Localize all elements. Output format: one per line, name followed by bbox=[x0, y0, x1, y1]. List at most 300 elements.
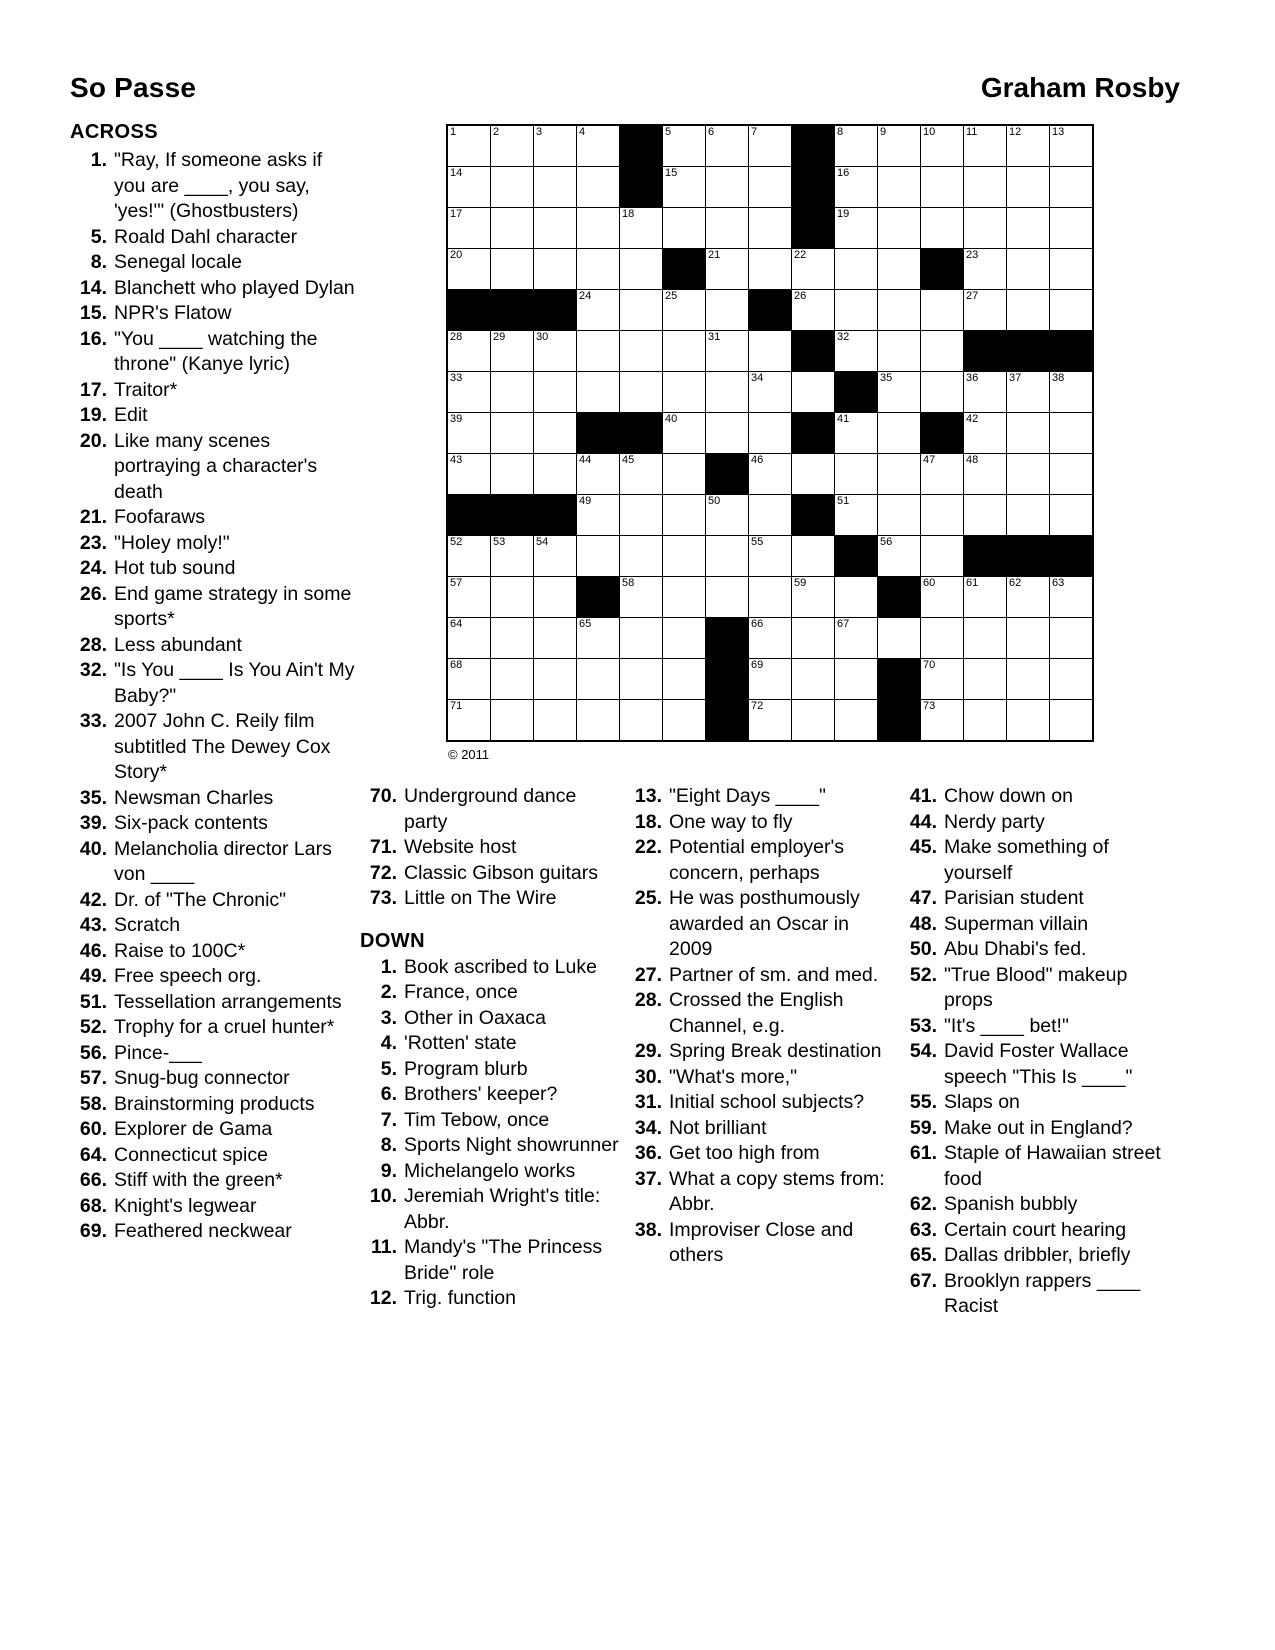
clue-item bbox=[900, 886, 1180, 912]
grid-cell-number: 10 bbox=[923, 126, 936, 138]
grid-cell[interactable] bbox=[706, 290, 749, 331]
grid-cell[interactable] bbox=[835, 413, 878, 454]
clue-text: Not brilliant bbox=[669, 1116, 767, 1139]
grid-cell-number: 30 bbox=[536, 331, 549, 343]
grid-cell[interactable] bbox=[663, 208, 706, 249]
grid-cell-block bbox=[878, 577, 921, 618]
grid-cell[interactable] bbox=[534, 167, 577, 208]
grid-cell[interactable] bbox=[663, 413, 706, 454]
grid-cell[interactable] bbox=[921, 167, 964, 208]
grid-cell-number: 71 bbox=[450, 700, 463, 712]
grid-cell[interactable] bbox=[447, 577, 491, 618]
grid-cell[interactable] bbox=[749, 125, 792, 167]
clue-item bbox=[360, 980, 625, 1006]
grid-cell[interactable] bbox=[792, 618, 835, 659]
grid-cell[interactable] bbox=[835, 495, 878, 536]
grid-cell-block bbox=[706, 700, 749, 742]
grid-cell[interactable] bbox=[577, 167, 620, 208]
grid-cell[interactable] bbox=[663, 167, 706, 208]
grid-cell[interactable] bbox=[706, 249, 749, 290]
grid-cell[interactable] bbox=[447, 536, 491, 577]
grid-cell[interactable] bbox=[447, 167, 491, 208]
clue-text: Brothers' keeper? bbox=[404, 1083, 558, 1105]
grid-cell[interactable] bbox=[1007, 208, 1050, 249]
grid-cell[interactable] bbox=[878, 536, 921, 577]
clue-number: 57. bbox=[79, 1067, 107, 1089]
clue-number: 51. bbox=[79, 990, 107, 1013]
grid-cell[interactable] bbox=[792, 536, 835, 577]
grid-cell[interactable] bbox=[1007, 454, 1050, 495]
grid-cell[interactable] bbox=[491, 577, 534, 618]
grid-cell[interactable] bbox=[1050, 249, 1094, 290]
grid-cell[interactable] bbox=[491, 167, 534, 208]
grid-cell[interactable] bbox=[1050, 208, 1094, 249]
grid-cell[interactable] bbox=[878, 413, 921, 454]
grid-cell[interactable] bbox=[749, 700, 792, 742]
grid-cell[interactable] bbox=[1007, 618, 1050, 659]
grid-cell[interactable] bbox=[964, 413, 1007, 454]
grid-cell[interactable] bbox=[491, 125, 534, 167]
grid-cell[interactable] bbox=[749, 208, 792, 249]
grid-cell[interactable] bbox=[835, 454, 878, 495]
clue-item bbox=[900, 963, 1180, 1014]
clue-item bbox=[625, 1116, 890, 1142]
grid-cell-block bbox=[835, 372, 878, 413]
grid-cell[interactable] bbox=[620, 659, 663, 700]
grid-cell[interactable] bbox=[447, 618, 491, 659]
grid-cell[interactable] bbox=[447, 372, 491, 413]
grid-cell[interactable] bbox=[577, 454, 620, 495]
grid-cell[interactable] bbox=[835, 331, 878, 372]
grid-cell[interactable] bbox=[663, 495, 706, 536]
grid-cell[interactable] bbox=[534, 125, 577, 167]
grid-cell[interactable] bbox=[447, 208, 491, 249]
grid-cell[interactable] bbox=[749, 495, 792, 536]
grid-cell[interactable] bbox=[878, 167, 921, 208]
grid-cell-number: 25 bbox=[665, 290, 678, 302]
clue-number: 5. bbox=[380, 1057, 397, 1080]
crossword-grid[interactable] bbox=[446, 124, 1094, 742]
grid-cell[interactable] bbox=[835, 659, 878, 700]
clue-number: 53. bbox=[909, 1014, 937, 1037]
grid-cell[interactable] bbox=[792, 372, 835, 413]
across-heading: ACROSS bbox=[70, 121, 158, 143]
grid-cell[interactable] bbox=[706, 331, 749, 372]
clue-number: 5. bbox=[90, 225, 107, 248]
clue-item bbox=[70, 225, 358, 251]
grid-cell[interactable] bbox=[491, 454, 534, 495]
grid-cell[interactable] bbox=[706, 577, 749, 618]
clue-text: 2007 John C. Reily film subtitled The Dewey Cox Story* bbox=[114, 710, 331, 783]
grid-row bbox=[447, 372, 1093, 413]
grid-cell[interactable] bbox=[534, 577, 577, 618]
grid-cell[interactable] bbox=[749, 577, 792, 618]
grid-cell-number: 8 bbox=[837, 126, 844, 138]
grid-cell[interactable] bbox=[620, 454, 663, 495]
clue-item bbox=[360, 784, 625, 835]
grid-cell[interactable] bbox=[620, 536, 663, 577]
grid-cell[interactable] bbox=[921, 577, 964, 618]
grid-cell[interactable] bbox=[749, 413, 792, 454]
grid-cell[interactable] bbox=[964, 454, 1007, 495]
grid-cell[interactable] bbox=[491, 372, 534, 413]
grid-cell[interactable] bbox=[835, 577, 878, 618]
grid-cell[interactable] bbox=[534, 249, 577, 290]
grid-cell[interactable] bbox=[577, 659, 620, 700]
grid-cell[interactable] bbox=[1007, 125, 1050, 167]
grid-cell[interactable] bbox=[706, 167, 749, 208]
grid-cell[interactable] bbox=[491, 331, 534, 372]
grid-cell[interactable] bbox=[1007, 167, 1050, 208]
grid-cell[interactable] bbox=[878, 331, 921, 372]
grid-cell-number: 61 bbox=[966, 577, 979, 589]
grid-cell[interactable] bbox=[577, 331, 620, 372]
grid-cell[interactable] bbox=[491, 700, 534, 742]
grid-cell[interactable] bbox=[1050, 290, 1094, 331]
clue-item bbox=[900, 1090, 1180, 1116]
clue-text: Senegal locale bbox=[114, 251, 242, 273]
clue-column-2 bbox=[360, 784, 625, 1312]
grid-cell[interactable] bbox=[706, 495, 749, 536]
grid-cell[interactable] bbox=[921, 208, 964, 249]
clue-text: Connecticut spice bbox=[114, 1143, 268, 1166]
grid-cell[interactable] bbox=[577, 290, 620, 331]
grid-cell[interactable] bbox=[534, 618, 577, 659]
grid-cell[interactable] bbox=[749, 618, 792, 659]
grid-cell[interactable] bbox=[878, 454, 921, 495]
clue-text: Foofaraws bbox=[114, 506, 206, 528]
clue-number: 50. bbox=[909, 938, 937, 960]
clue-number: 46. bbox=[79, 939, 107, 962]
clue-text: Little on The Wire bbox=[404, 887, 557, 909]
clue-number: 21. bbox=[79, 506, 107, 528]
grid-cell-number: 53 bbox=[493, 536, 506, 548]
grid-cell[interactable] bbox=[1007, 290, 1050, 331]
grid-cell[interactable] bbox=[835, 290, 878, 331]
grid-cell[interactable] bbox=[878, 495, 921, 536]
grid-cell[interactable] bbox=[921, 331, 964, 372]
grid-cell-number: 44 bbox=[579, 454, 592, 466]
clue-text: Six-pack contents bbox=[114, 812, 268, 834]
clue-item bbox=[70, 276, 358, 302]
clue-text: Classic Gibson guitars bbox=[404, 861, 598, 884]
clue-number: 18. bbox=[634, 810, 662, 833]
grid-cell[interactable] bbox=[921, 125, 964, 167]
grid-cell[interactable] bbox=[491, 249, 534, 290]
clue-item bbox=[625, 1065, 890, 1091]
grid-cell[interactable] bbox=[1050, 454, 1094, 495]
clue-number: 68. bbox=[79, 1194, 107, 1217]
grid-cell-number: 35 bbox=[880, 372, 893, 384]
clue-number: 40. bbox=[79, 837, 107, 860]
grid-cell[interactable] bbox=[706, 536, 749, 577]
grid-cell-number: 63 bbox=[1052, 577, 1065, 589]
clue-text: Spanish bubbly bbox=[944, 1193, 1078, 1215]
grid-cell[interactable] bbox=[964, 577, 1007, 618]
grid-cell-number: 31 bbox=[708, 331, 721, 343]
grid-cell[interactable] bbox=[620, 249, 663, 290]
grid-cell[interactable] bbox=[577, 125, 620, 167]
clue-item bbox=[360, 1159, 625, 1185]
grid-cell[interactable] bbox=[663, 536, 706, 577]
grid-cell[interactable] bbox=[792, 290, 835, 331]
grid-cell[interactable] bbox=[491, 536, 534, 577]
grid-cell[interactable] bbox=[878, 208, 921, 249]
grid-cell[interactable] bbox=[663, 372, 706, 413]
grid-cell[interactable] bbox=[835, 208, 878, 249]
grid-cell[interactable] bbox=[1007, 577, 1050, 618]
grid-cell[interactable] bbox=[964, 208, 1007, 249]
clue-item bbox=[70, 633, 358, 659]
grid-cell[interactable] bbox=[749, 331, 792, 372]
clue-item bbox=[70, 403, 358, 429]
clue-number: 43. bbox=[79, 914, 107, 936]
grid-cell-block bbox=[792, 125, 835, 167]
grid-cell[interactable] bbox=[964, 700, 1007, 742]
grid-cell[interactable] bbox=[534, 454, 577, 495]
grid-cell[interactable] bbox=[964, 618, 1007, 659]
grid-cell[interactable] bbox=[620, 618, 663, 659]
grid-cell[interactable] bbox=[491, 618, 534, 659]
grid-cell[interactable] bbox=[792, 454, 835, 495]
grid-cell[interactable] bbox=[620, 700, 663, 742]
grid-cell[interactable] bbox=[534, 536, 577, 577]
grid-cell[interactable] bbox=[921, 700, 964, 742]
grid-cell[interactable] bbox=[921, 659, 964, 700]
clue-number: 7. bbox=[380, 1108, 397, 1131]
grid-cell[interactable] bbox=[663, 125, 706, 167]
clue-item bbox=[360, 1082, 625, 1108]
grid-cell[interactable] bbox=[620, 331, 663, 372]
grid-cell[interactable] bbox=[921, 495, 964, 536]
grid-cell[interactable] bbox=[964, 249, 1007, 290]
grid-cell-block bbox=[577, 413, 620, 454]
clue-text: "True Blood" makeup props bbox=[944, 963, 1128, 1011]
grid-cell-number: 28 bbox=[450, 331, 463, 343]
clue-number: 17. bbox=[79, 378, 107, 401]
grid-cell[interactable] bbox=[1050, 577, 1094, 618]
grid-cell-block bbox=[491, 290, 534, 331]
grid-cell-number: 47 bbox=[923, 454, 936, 466]
grid-cell[interactable] bbox=[921, 290, 964, 331]
grid-cell[interactable] bbox=[964, 167, 1007, 208]
grid-cell[interactable] bbox=[1007, 495, 1050, 536]
clue-text: Potential employer's concern, perhaps bbox=[669, 836, 844, 884]
grid-cell[interactable] bbox=[964, 372, 1007, 413]
grid-cell[interactable] bbox=[534, 413, 577, 454]
grid-cell-number: 37 bbox=[1009, 372, 1022, 384]
grid-cell[interactable] bbox=[964, 495, 1007, 536]
clue-text: Make something of yourself bbox=[944, 836, 1109, 884]
grid-cell[interactable] bbox=[663, 659, 706, 700]
clue-number: 11. bbox=[370, 1236, 397, 1258]
grid-row bbox=[447, 290, 1093, 331]
grid-cell[interactable] bbox=[706, 125, 749, 167]
clue-text: "You ____ watching the throne" (Kanye lyric) bbox=[114, 327, 318, 375]
grid-cell[interactable] bbox=[663, 700, 706, 742]
grid-cell[interactable] bbox=[447, 413, 491, 454]
grid-cell[interactable] bbox=[534, 700, 577, 742]
clue-item bbox=[70, 378, 358, 404]
clue-text: Trophy for a cruel hunter* bbox=[114, 1016, 335, 1038]
clue-number: 73. bbox=[369, 887, 397, 909]
grid-cell-block bbox=[792, 495, 835, 536]
grid-cell[interactable] bbox=[663, 454, 706, 495]
grid-cell[interactable] bbox=[1050, 495, 1094, 536]
grid-cell[interactable] bbox=[1050, 125, 1094, 167]
grid-cell[interactable] bbox=[706, 208, 749, 249]
grid-cell[interactable] bbox=[620, 290, 663, 331]
grid-cell[interactable] bbox=[835, 125, 878, 167]
grid-cell[interactable] bbox=[706, 413, 749, 454]
clue-text: Improviser Close and others bbox=[669, 1218, 854, 1266]
clue-number: 33. bbox=[79, 710, 107, 732]
grid-cell[interactable] bbox=[1050, 659, 1094, 700]
copyright-text: © 2011 bbox=[448, 747, 490, 762]
grid-cell[interactable] bbox=[878, 372, 921, 413]
clue-item bbox=[360, 1031, 625, 1057]
clue-text: "What's more," bbox=[669, 1065, 798, 1088]
grid-cell[interactable] bbox=[447, 659, 491, 700]
grid-cell[interactable] bbox=[792, 577, 835, 618]
grid-cell[interactable] bbox=[921, 372, 964, 413]
grid-cell[interactable] bbox=[749, 167, 792, 208]
clue-number: 38. bbox=[634, 1218, 662, 1241]
clue-number: 6. bbox=[380, 1083, 397, 1105]
grid-cell[interactable] bbox=[491, 208, 534, 249]
grid-cell[interactable] bbox=[620, 372, 663, 413]
grid-cell[interactable] bbox=[878, 618, 921, 659]
grid-cell[interactable] bbox=[1007, 700, 1050, 742]
grid-cell[interactable] bbox=[663, 331, 706, 372]
clue-number: 28. bbox=[79, 633, 107, 656]
grid-cell[interactable] bbox=[1007, 249, 1050, 290]
grid-cell[interactable] bbox=[491, 659, 534, 700]
grid-cell[interactable] bbox=[964, 659, 1007, 700]
grid-cell[interactable] bbox=[577, 249, 620, 290]
clue-number: 45. bbox=[909, 836, 937, 858]
grid-cell[interactable] bbox=[534, 331, 577, 372]
grid-cell[interactable] bbox=[577, 700, 620, 742]
grid-cell[interactable] bbox=[878, 125, 921, 167]
clue-number: 22. bbox=[634, 836, 662, 858]
grid-cell[interactable] bbox=[1050, 618, 1094, 659]
clue-number: 48. bbox=[909, 912, 937, 935]
clue-text: Like many scenes portraying a character's death bbox=[114, 429, 318, 503]
grid-cell[interactable] bbox=[577, 208, 620, 249]
grid-cell[interactable] bbox=[534, 208, 577, 249]
grid-cell[interactable] bbox=[964, 125, 1007, 167]
grid-cell[interactable] bbox=[921, 454, 964, 495]
clue-text: Mandy's "The Princess Bride" role bbox=[404, 1236, 603, 1284]
grid-cell[interactable] bbox=[447, 700, 491, 742]
clue-number: 67. bbox=[909, 1269, 937, 1292]
clue-text: "Holey moly!" bbox=[114, 531, 230, 554]
grid-cell[interactable] bbox=[534, 659, 577, 700]
grid-cell[interactable] bbox=[835, 167, 878, 208]
grid-cell[interactable] bbox=[447, 125, 491, 167]
grid-cell[interactable] bbox=[577, 495, 620, 536]
grid-cell[interactable] bbox=[447, 249, 491, 290]
grid-cell[interactable] bbox=[577, 536, 620, 577]
clue-number: 63. bbox=[909, 1218, 937, 1241]
grid-cell[interactable] bbox=[663, 577, 706, 618]
grid-cell[interactable] bbox=[620, 577, 663, 618]
grid-cell[interactable] bbox=[749, 372, 792, 413]
clue-text: Roald Dahl character bbox=[114, 225, 298, 248]
clue-number: 41. bbox=[909, 785, 937, 807]
grid-cell[interactable] bbox=[835, 249, 878, 290]
grid-row bbox=[447, 536, 1093, 577]
grid-cell[interactable] bbox=[491, 413, 534, 454]
grid-cell[interactable] bbox=[749, 249, 792, 290]
grid-cell-block bbox=[706, 618, 749, 659]
grid-cell[interactable] bbox=[878, 249, 921, 290]
clue-text: 'Rotten' state bbox=[404, 1032, 517, 1054]
clue-number: 1. bbox=[380, 955, 397, 978]
grid-cell[interactable] bbox=[534, 372, 577, 413]
grid-cell[interactable] bbox=[1007, 413, 1050, 454]
grid-cell[interactable] bbox=[1050, 372, 1094, 413]
grid-cell[interactable] bbox=[835, 700, 878, 742]
grid-cell[interactable] bbox=[663, 290, 706, 331]
grid-cell[interactable] bbox=[792, 659, 835, 700]
grid-cell[interactable] bbox=[620, 495, 663, 536]
grid-cell[interactable] bbox=[1007, 659, 1050, 700]
clue-number: 26. bbox=[79, 582, 107, 605]
clue-number: 13. bbox=[634, 785, 662, 807]
grid-cell[interactable] bbox=[663, 618, 706, 659]
clue-item bbox=[900, 1141, 1180, 1192]
grid-table[interactable] bbox=[446, 124, 1094, 742]
clue-item bbox=[70, 658, 358, 709]
grid-cell[interactable] bbox=[749, 536, 792, 577]
grid-cell[interactable] bbox=[878, 290, 921, 331]
clue-text: "It's ____ bet!" bbox=[944, 1014, 1069, 1037]
grid-cell[interactable] bbox=[1007, 372, 1050, 413]
grid-cell-number: 49 bbox=[579, 495, 592, 507]
grid-cell[interactable] bbox=[792, 249, 835, 290]
down-clue-list-col4 bbox=[900, 784, 1180, 1320]
clue-item bbox=[900, 1039, 1180, 1090]
grid-cell[interactable] bbox=[921, 536, 964, 577]
grid-cell[interactable] bbox=[447, 331, 491, 372]
clue-text: Newsman Charles bbox=[114, 786, 274, 809]
grid-cell-number: 29 bbox=[493, 331, 506, 343]
clue-item bbox=[900, 810, 1180, 836]
clue-text: Trig. function bbox=[404, 1287, 516, 1309]
grid-cell[interactable] bbox=[835, 618, 878, 659]
grid-cell[interactable] bbox=[792, 700, 835, 742]
grid-cell[interactable] bbox=[1050, 700, 1094, 742]
grid-cell[interactable] bbox=[921, 618, 964, 659]
grid-cell[interactable] bbox=[749, 454, 792, 495]
clue-number: 52. bbox=[909, 963, 937, 986]
grid-cell[interactable] bbox=[706, 372, 749, 413]
clue-text: Jeremiah Wright's title: Abbr. bbox=[404, 1185, 601, 1233]
grid-cell[interactable] bbox=[577, 618, 620, 659]
down-heading: DOWN bbox=[360, 929, 425, 952]
grid-cell[interactable] bbox=[620, 208, 663, 249]
grid-cell[interactable] bbox=[1050, 413, 1094, 454]
grid-cell[interactable] bbox=[447, 454, 491, 495]
grid-cell[interactable] bbox=[749, 659, 792, 700]
grid-row bbox=[447, 249, 1093, 290]
grid-cell[interactable] bbox=[1050, 167, 1094, 208]
grid-cell[interactable] bbox=[964, 290, 1007, 331]
grid-cell[interactable] bbox=[577, 372, 620, 413]
grid-cell-number: 40 bbox=[665, 413, 678, 425]
